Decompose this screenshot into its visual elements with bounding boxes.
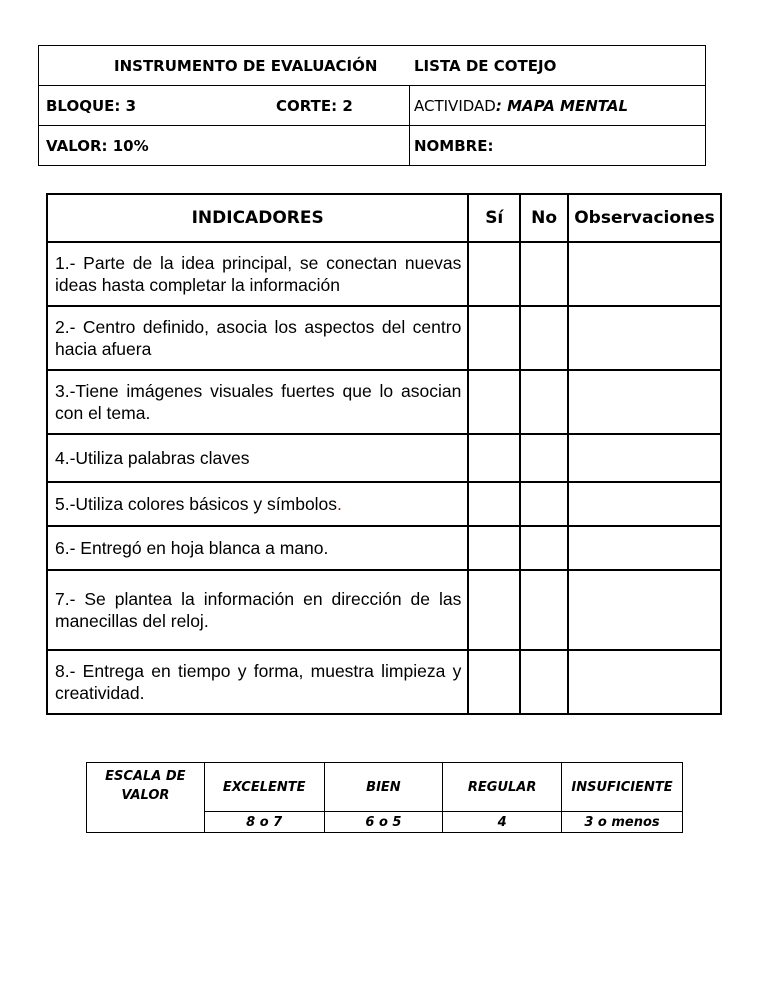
header-row-3	[39, 126, 705, 166]
indicator-row	[47, 482, 721, 526]
indicator-text: 2.- Centro definido, asocia los aspectos del centro hacia afuera	[47, 306, 468, 370]
scale-level: BIEN	[324, 763, 443, 812]
no-header: No	[520, 194, 568, 242]
no-cell[interactable]	[520, 570, 568, 650]
observaciones-cell[interactable]	[568, 482, 721, 526]
indicator-text: 8.- Entrega en tiempo y forma, muestra limpieza y creatividad.	[47, 650, 468, 714]
header-row-2	[39, 86, 705, 126]
si-cell[interactable]	[468, 370, 520, 434]
indicator-text: 6.- Entregó en hoja blanca a mano.	[47, 526, 468, 570]
si-cell[interactable]	[468, 570, 520, 650]
indicator-row	[47, 650, 721, 714]
no-cell[interactable]	[520, 650, 568, 714]
bloque-label: BLOQUE: 3	[46, 96, 137, 115]
scale-range: 8 o 7	[204, 812, 324, 833]
no-cell[interactable]	[520, 526, 568, 570]
indicator-text: 4.-Utiliza palabras claves	[47, 434, 468, 482]
indicator-row	[47, 434, 721, 482]
indicator-row	[47, 526, 721, 570]
no-cell[interactable]	[520, 370, 568, 434]
scale-levels-row	[87, 763, 683, 812]
indicator-text-5: 5.-Utiliza colores básicos y símbolos	[55, 494, 338, 514]
red-period: .	[337, 494, 342, 514]
observaciones-cell[interactable]	[568, 370, 721, 434]
observaciones-cell[interactable]	[568, 306, 721, 370]
si-cell[interactable]	[468, 650, 520, 714]
indicator-row	[47, 242, 721, 306]
actividad-field	[414, 86, 628, 125]
scale-table	[86, 762, 683, 833]
indicator-row	[47, 370, 721, 434]
observaciones-cell[interactable]	[568, 242, 721, 306]
no-cell[interactable]	[520, 242, 568, 306]
indicators-header-row	[47, 194, 721, 242]
valor-label: VALOR: 10%	[46, 137, 149, 155]
scale-title: ESCALA DE VALOR	[87, 763, 205, 833]
indicators-table	[46, 193, 722, 715]
scale-level: REGULAR	[443, 763, 562, 812]
indicator-row	[47, 306, 721, 370]
observaciones-cell[interactable]	[568, 570, 721, 650]
scale-level: EXCELENTE	[204, 763, 324, 812]
indicator-row	[47, 570, 721, 650]
header-divider	[409, 126, 410, 166]
scale-level: INSUFICIENTE	[562, 763, 683, 812]
observaciones-cell[interactable]	[568, 434, 721, 482]
actividad-label: ACTIVIDAD	[414, 96, 496, 115]
evaluation-header	[38, 45, 706, 166]
scale-range: 6 o 5	[324, 812, 443, 833]
si-header: Sí	[468, 194, 520, 242]
indicator-text	[47, 482, 468, 526]
no-cell[interactable]	[520, 434, 568, 482]
nombre-field: NOMBRE:	[414, 137, 494, 155]
si-cell[interactable]	[468, 434, 520, 482]
observaciones-cell[interactable]	[568, 526, 721, 570]
scale-range: 3 o menos	[562, 812, 683, 833]
si-cell[interactable]	[468, 526, 520, 570]
no-cell[interactable]	[520, 306, 568, 370]
indicator-text: 7.- Se plantea la información en dirección de las manecillas del reloj.	[47, 570, 468, 650]
indicator-text: 3.-Tiene imágenes visuales fuertes que lo asocian con el tema.	[47, 370, 468, 434]
actividad-value: : MAPA MENTAL	[495, 96, 629, 115]
lista-title: LISTA DE COTEJO	[414, 56, 557, 75]
corte-label: CORTE: 2	[276, 96, 353, 115]
header-divider	[409, 86, 410, 125]
instrumento-title: INSTRUMENTO DE EVALUACIÓN	[114, 56, 378, 75]
header-row-1	[39, 46, 705, 86]
indicator-text: 1.- Parte de la idea principal, se conectan nuevas ideas hasta completar la información	[47, 242, 468, 306]
si-cell[interactable]	[468, 482, 520, 526]
si-cell[interactable]	[468, 242, 520, 306]
observaciones-header: Observaciones	[568, 194, 721, 242]
observaciones-cell[interactable]	[568, 650, 721, 714]
no-cell[interactable]	[520, 482, 568, 526]
scale-range: 4	[443, 812, 562, 833]
indicadores-header: INDICADORES	[47, 194, 468, 242]
si-cell[interactable]	[468, 306, 520, 370]
